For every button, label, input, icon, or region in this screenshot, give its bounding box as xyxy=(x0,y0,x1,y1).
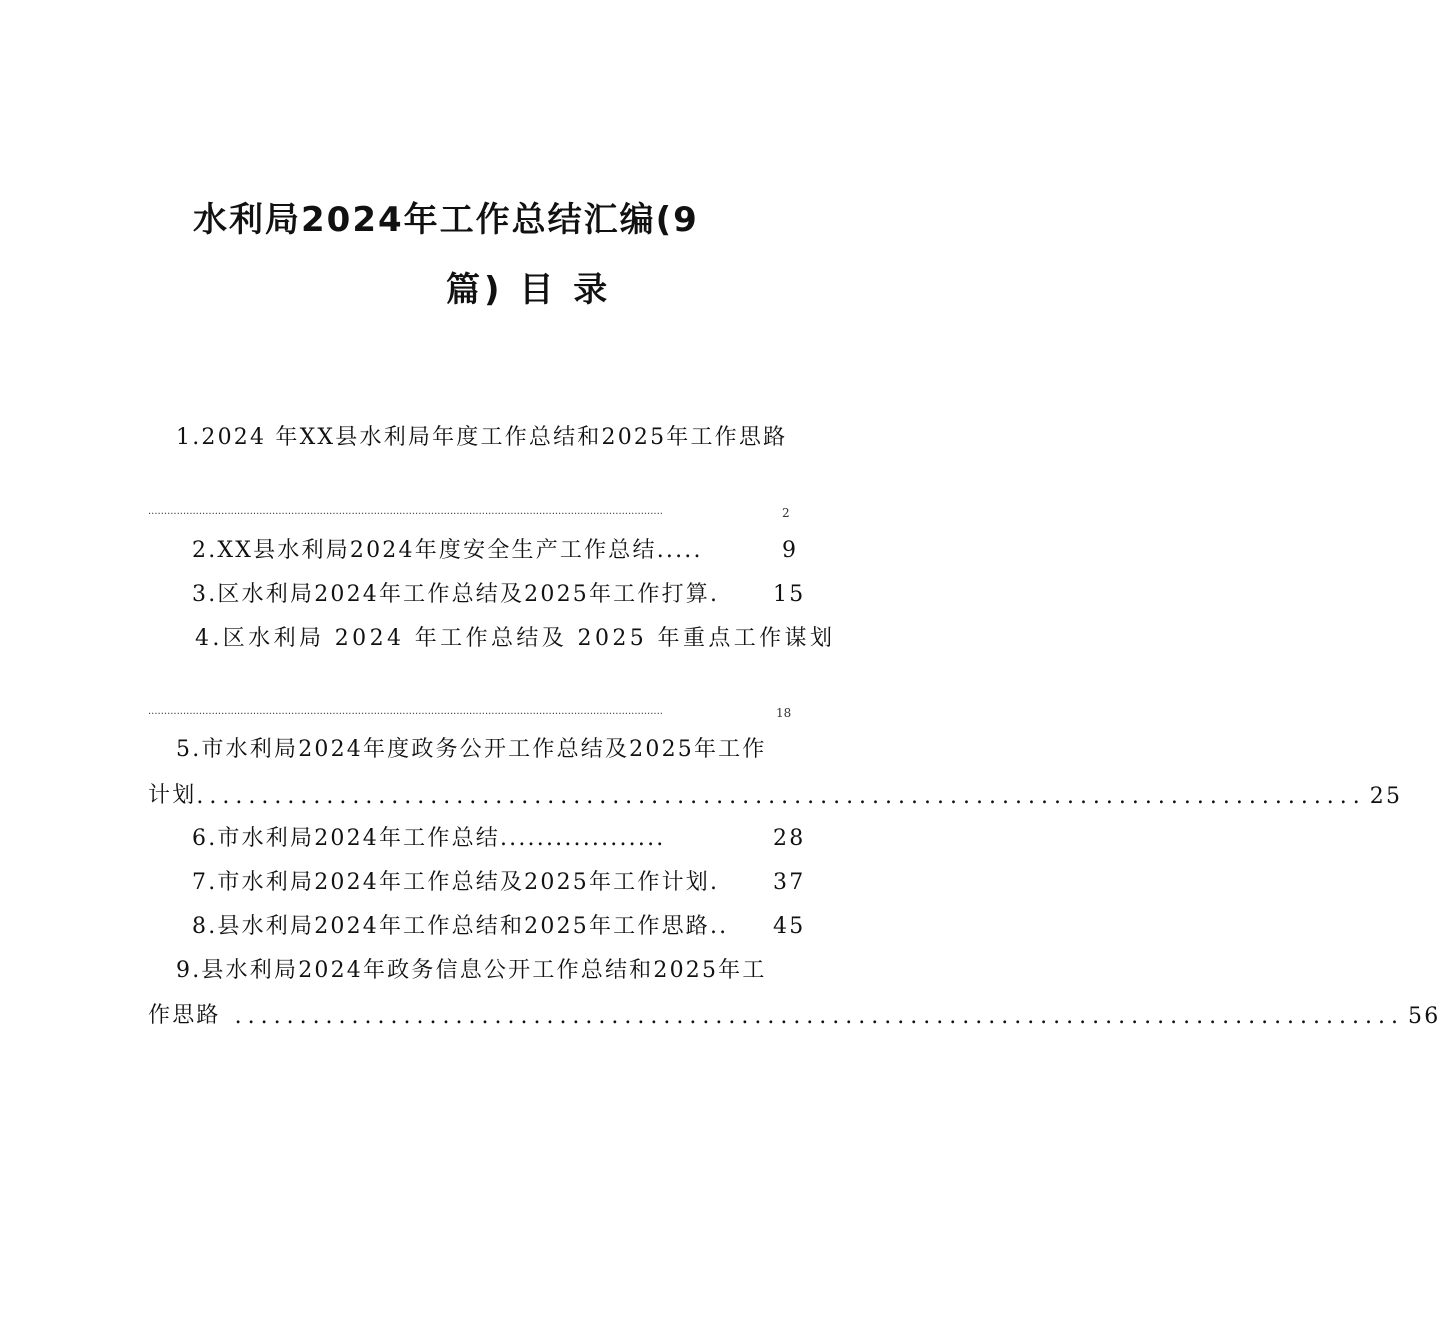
toc-entry-5-continuation: 计划 xyxy=(148,783,197,808)
toc-entry-1[interactable]: 1.2024 年XX县水利局年度工作总结和2025年工作思路 xyxy=(176,425,788,450)
toc-entry-4-page: 18 xyxy=(776,706,792,720)
toc-entry-4-leader: .................................................................................................................................................................. xyxy=(148,706,663,717)
toc-entry-5-page: 25 xyxy=(1369,784,1403,809)
toc-entry-8[interactable]: 8.县水利局2024年工作总结和2025年工作思路.. xyxy=(192,914,729,939)
toc-entry-9-continuation: 作思路 xyxy=(148,1003,221,1028)
toc-entry-7-page: 37 xyxy=(773,870,806,895)
toc-entry-2-page: 9 xyxy=(782,538,799,563)
toc-entry-9-page: 56 xyxy=(1408,1004,1440,1029)
document-title-line-2: 篇) 目 录 xyxy=(446,270,612,310)
toc-entry-4[interactable]: 4.区水利局 2024 年工作总结及 2025 年重点工作谋划 xyxy=(195,626,836,651)
toc-entry-3-page: 15 xyxy=(773,582,806,607)
toc-entry-9-line-2[interactable] xyxy=(148,1001,1440,1029)
toc-entry-3[interactable]: 3.区水利局2024年工作总结及2025年工作打算. xyxy=(192,582,720,607)
toc-entry-5-leader: .......................................................................................... xyxy=(196,784,1366,809)
toc-entry-9-leader: .......................................................................................... xyxy=(234,1004,1404,1029)
toc-entry-9-line-1[interactable]: 9.县水利局2024年政务信息公开工作总结和2025年工 xyxy=(176,958,767,983)
toc-entry-8-page: 45 xyxy=(773,914,806,939)
toc-entry-6-page: 28 xyxy=(773,826,806,851)
toc-entry-5-line-2[interactable] xyxy=(148,781,1403,809)
toc-entry-6[interactable]: 6.市水利局2024年工作总结.................. xyxy=(192,826,666,851)
toc-entry-5-line-1[interactable]: 5.市水利局2024年度政务公开工作总结及2025年工作 xyxy=(176,737,767,762)
toc-entry-1-leader: .................................................................................................................................................................. xyxy=(148,506,663,517)
toc-entry-7[interactable]: 7.市水利局2024年工作总结及2025年工作计划. xyxy=(192,870,720,895)
document-title-line-1: 水利局2024年工作总结汇编(9 xyxy=(193,200,699,240)
toc-entry-1-page: 2 xyxy=(782,506,790,520)
toc-entry-2[interactable]: 2.XX县水利局2024年度安全生产工作总结..... xyxy=(192,538,703,563)
